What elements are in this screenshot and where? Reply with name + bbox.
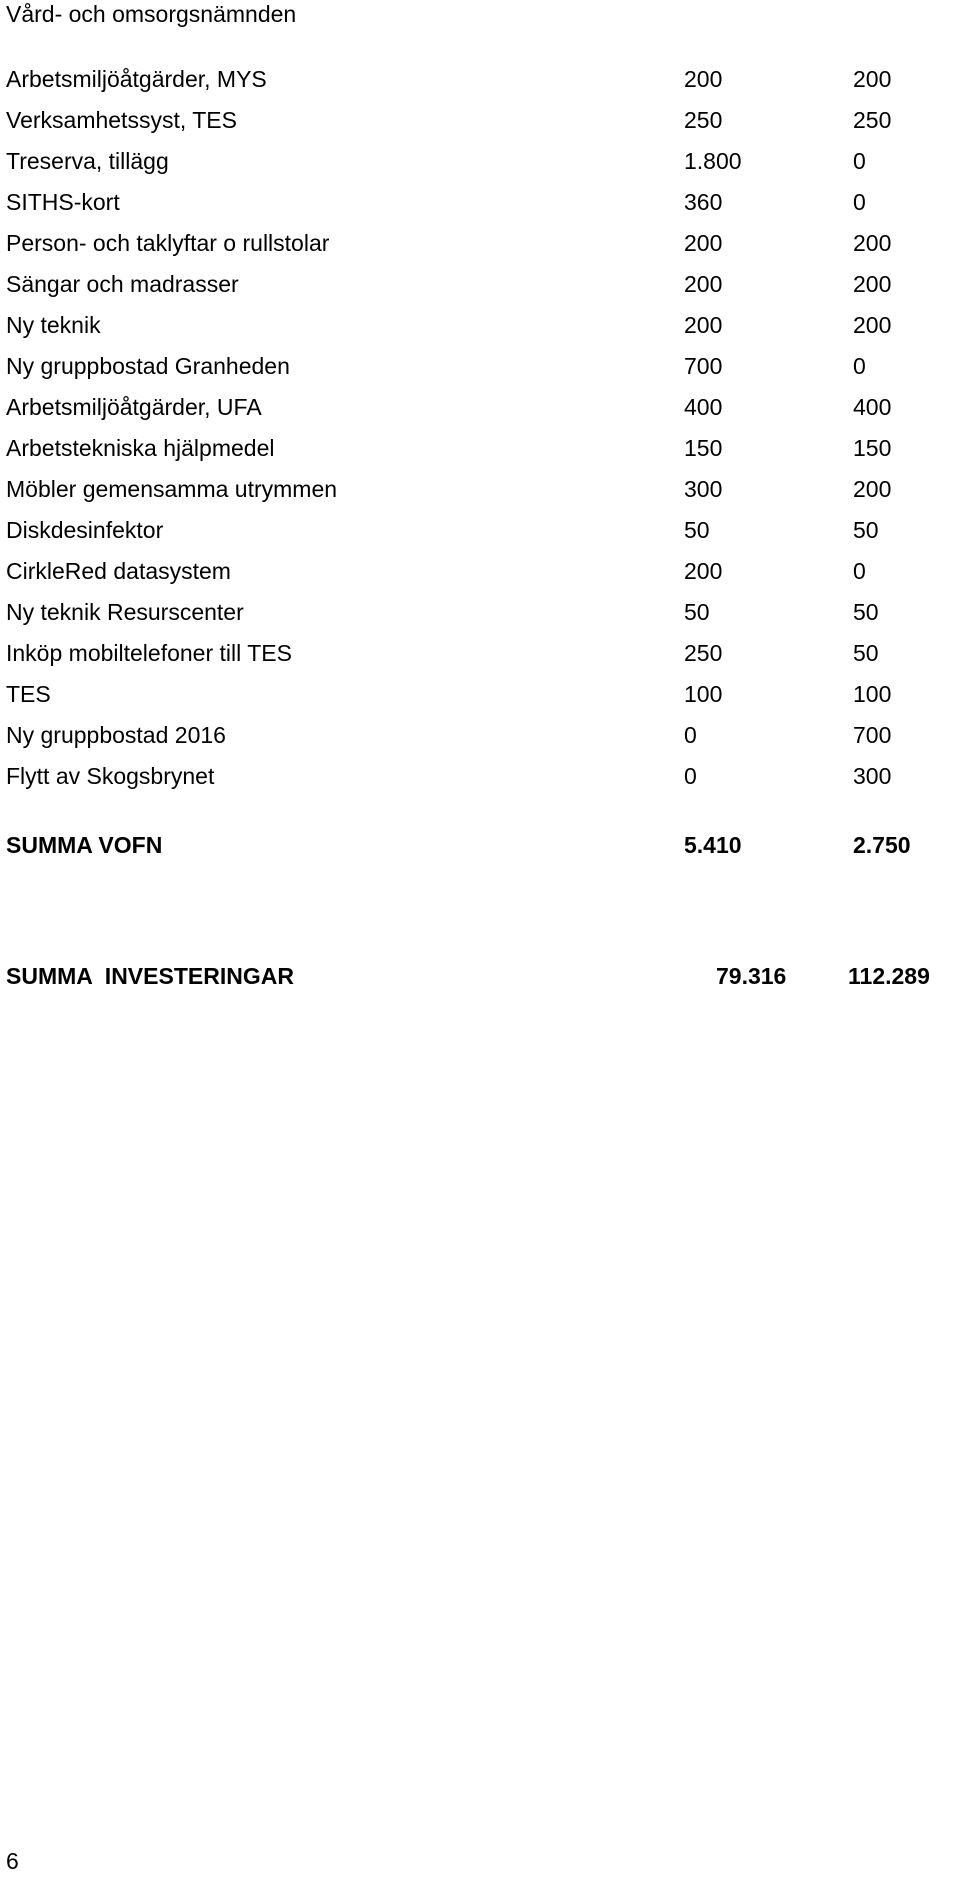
table-row [0, 761, 960, 802]
row-value-1: 200 [684, 312, 723, 338]
row-name: Arbetstekniska hjälpmedel [6, 435, 275, 461]
row-name: Inköp mobiltelefoner till TES [6, 640, 292, 666]
row-value-1: 360 [684, 189, 723, 215]
row-name: Arbetsmiljöåtgärder, MYS [6, 66, 267, 92]
summa-investeringar-label: SUMMA INVESTERINGAR [6, 963, 294, 989]
row-value-2: 400 [853, 394, 892, 420]
table-row [0, 515, 960, 556]
page-title: Vård- och omsorgsnämnden [6, 1, 297, 27]
row-value-1: 0 [684, 722, 697, 748]
summa-vofn-row [0, 830, 960, 862]
summa-investeringar-value-1: 79.316 [716, 963, 787, 989]
row-value-1: 300 [684, 476, 723, 502]
row-value-2: 0 [853, 148, 866, 174]
summa-investeringar-row [0, 961, 960, 993]
row-name: SITHS-kort [6, 189, 120, 215]
row-name: Diskdesinfektor [6, 517, 164, 543]
row-value-1: 0 [684, 763, 697, 789]
row-name: Treserva, tillägg [6, 148, 169, 174]
row-value-1: 200 [684, 558, 723, 584]
row-value-2: 100 [853, 681, 892, 707]
row-name: Person- och taklyftar o rullstolar [6, 230, 330, 256]
row-value-2: 250 [853, 107, 892, 133]
table-row [0, 187, 960, 228]
table-row [0, 310, 960, 351]
table-row [0, 146, 960, 187]
table-row [0, 351, 960, 392]
row-value-1: 1.800 [684, 148, 742, 174]
row-value-2: 200 [853, 230, 892, 256]
row-value-1: 400 [684, 394, 723, 420]
row-value-1: 250 [684, 107, 723, 133]
row-value-1: 50 [684, 599, 710, 625]
row-name: Verksamhetssyst, TES [6, 107, 237, 133]
row-name: Möbler gemensamma utrymmen [6, 476, 338, 502]
investment-table [0, 64, 960, 802]
row-value-2: 300 [853, 763, 892, 789]
row-value-1: 250 [684, 640, 723, 666]
row-name: Ny gruppbostad Granheden [6, 353, 290, 379]
table-row [0, 597, 960, 638]
row-value-2: 0 [853, 558, 866, 584]
row-value-2: 50 [853, 599, 879, 625]
row-value-1: 50 [684, 517, 710, 543]
row-value-2: 50 [853, 517, 879, 543]
row-value-2: 0 [853, 353, 866, 379]
row-value-1: 100 [684, 681, 723, 707]
table-row [0, 269, 960, 310]
row-value-1: 700 [684, 353, 723, 379]
row-value-2: 200 [853, 66, 892, 92]
table-row [0, 720, 960, 761]
row-value-2: 0 [853, 189, 866, 215]
summa-investeringar-value-2: 112.289 [848, 963, 930, 989]
summa-vofn-value-1: 5.410 [684, 832, 742, 858]
table-row [0, 228, 960, 269]
row-name: Arbetsmiljöåtgärder, UFA [6, 394, 262, 420]
table-row [0, 433, 960, 474]
row-name: Sängar och madrasser [6, 271, 239, 297]
table-row [0, 392, 960, 433]
summa-vofn-label: SUMMA VOFN [6, 832, 163, 858]
row-name: Ny teknik Resurscenter [6, 599, 244, 625]
table-row [0, 105, 960, 146]
summa-vofn-value-2: 2.750 [853, 832, 911, 858]
table-row [0, 679, 960, 720]
table-row [0, 474, 960, 515]
row-name: TES [6, 681, 51, 707]
table-row [0, 638, 960, 679]
row-value-1: 200 [684, 66, 723, 92]
row-name: CirkleRed datasystem [6, 558, 231, 584]
row-value-2: 700 [853, 722, 892, 748]
row-value-1: 200 [684, 230, 723, 256]
row-value-2: 150 [853, 435, 892, 461]
row-value-2: 50 [853, 640, 879, 666]
row-value-2: 200 [853, 312, 892, 338]
row-value-1: 200 [684, 271, 723, 297]
row-name: Flytt av Skogsbrynet [6, 763, 215, 789]
page-number: 6 [6, 1848, 19, 1874]
row-value-2: 200 [853, 271, 892, 297]
table-row [0, 556, 960, 597]
row-name: Ny teknik [6, 312, 101, 338]
row-name: Ny gruppbostad 2016 [6, 722, 226, 748]
row-value-1: 150 [684, 435, 723, 461]
row-value-2: 200 [853, 476, 892, 502]
table-row [0, 64, 960, 105]
